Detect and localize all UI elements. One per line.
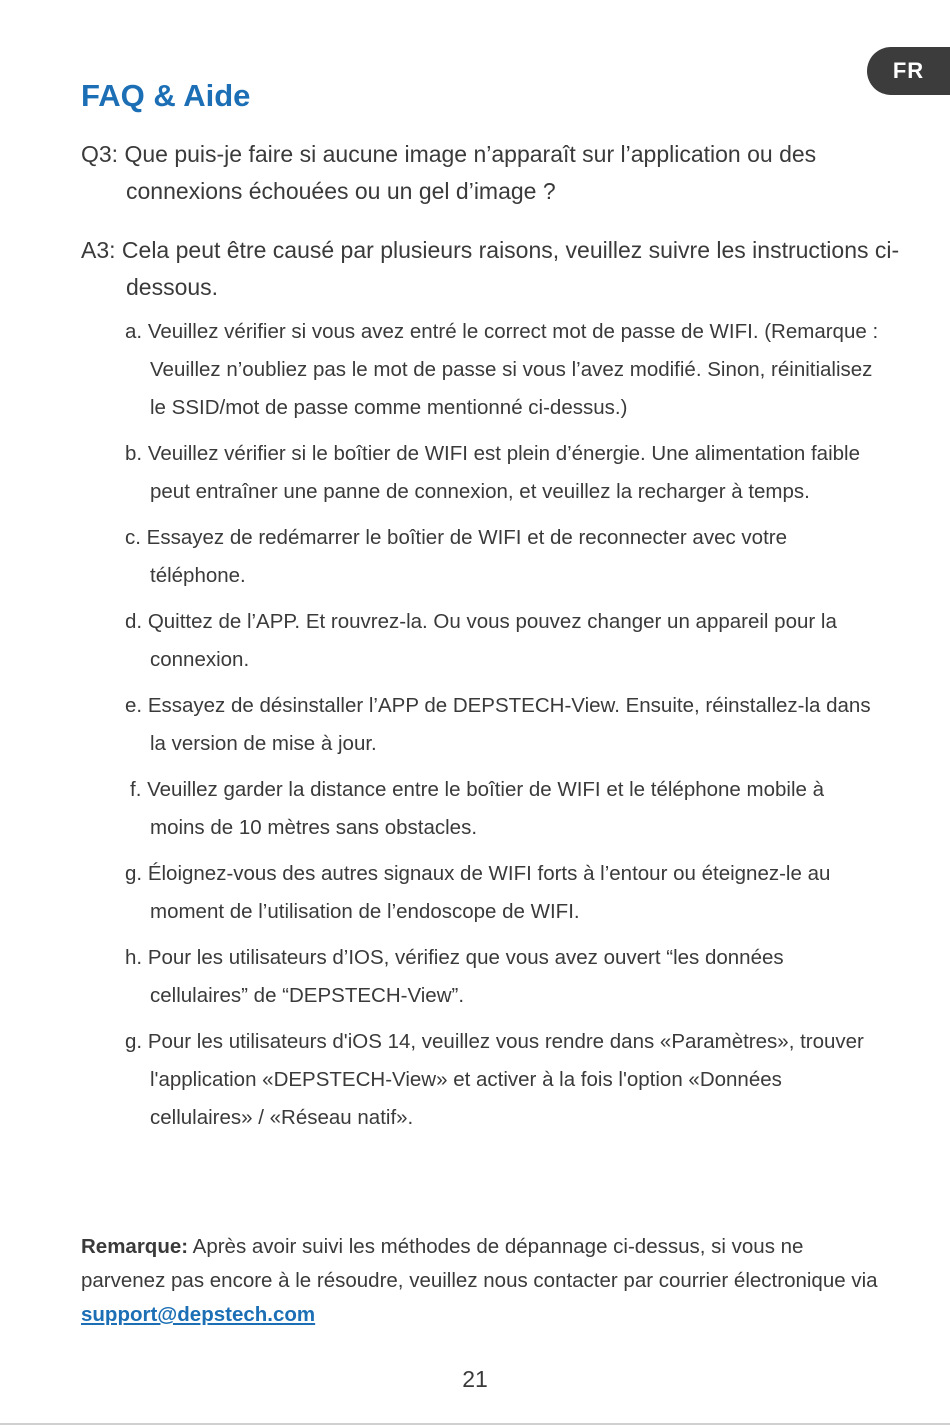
list-item: h. Pour les utilisateurs d’IOS, vérifiez que vous avez ouvert “les données cellulaires” de “DEPSTECH-View”.: [125, 946, 784, 1007]
support-email-link[interactable]: support@depstech.com: [81, 1303, 316, 1326]
list-item: d. Quittez de l’APP. Et rouvrez-la. Ou vous pouvez changer un appareil pour la connexion.: [125, 610, 837, 671]
page-number: 21: [462, 1366, 488, 1392]
instruction-list: [125, 313, 880, 1145]
note-paragraph: [81, 1230, 881, 1332]
list-item: b. Veuillez vérifier si le boîtier de WIFI est plein d’énergie. Une alimentation faible peut entraîner une panne de connexion, et veuillez la recharger à temps.: [125, 442, 860, 503]
question: [81, 136, 906, 210]
note-text: Après avoir suivi les méthodes de dépannage ci-dessus, si vous ne parvenez pas encore à le résoudre, veuillez nous contacter par courrier électronique via: [81, 1235, 878, 1292]
list-item: a. Veuillez vérifier si vous avez entré le correct mot de passe de WIFI. (Remarque : Veuillez n’oubliez pas le mot de passe si vous l’avez modifié. Sinon, réinitialisez le SSID/mot de passe comme mentionné ci-dessus.): [125, 320, 879, 419]
answer-label: A3:: [81, 237, 116, 263]
question-text: Que puis-je faire si aucune image n’apparaît sur l’application ou des connexions échouées ou un gel d’image ?: [124, 141, 817, 204]
language-tab: FR: [867, 47, 950, 95]
note-label: Remarque:: [81, 1235, 189, 1258]
list-item: g. Pour les utilisateurs d'iOS 14, veuillez vous rendre dans «Paramètres», trouver l'application «DEPSTECH-View» et activer à la fois l'option «Données cellulaires» / «Réseau natif».: [125, 1030, 864, 1129]
page-title: FAQ & Aide: [81, 78, 251, 113]
list-item: c. Essayez de redémarrer le boîtier de WIFI et de reconnecter avec votre téléphone.: [125, 526, 788, 587]
answer-text: Cela peut être causé par plusieurs raisons, veuillez suivre les instructions ci-dessous.: [121, 237, 900, 300]
list-item: f. Veuillez garder la distance entre le boîtier de WIFI et le téléphone mobile à moins de 10 mètres sans obstacles.: [130, 778, 824, 839]
list-item: e. Essayez de désinstaller l’APP de DEPSTECH-View. Ensuite, réinstallez-la dans la version de mise à jour.: [125, 694, 871, 755]
answer: [81, 232, 906, 306]
question-label: Q3:: [81, 141, 119, 167]
list-item: g. Éloignez-vous des autres signaux de WIFI forts à l’entour ou éteignez-le au moment de l’utilisation de l’endoscope de WIFI.: [125, 862, 831, 923]
